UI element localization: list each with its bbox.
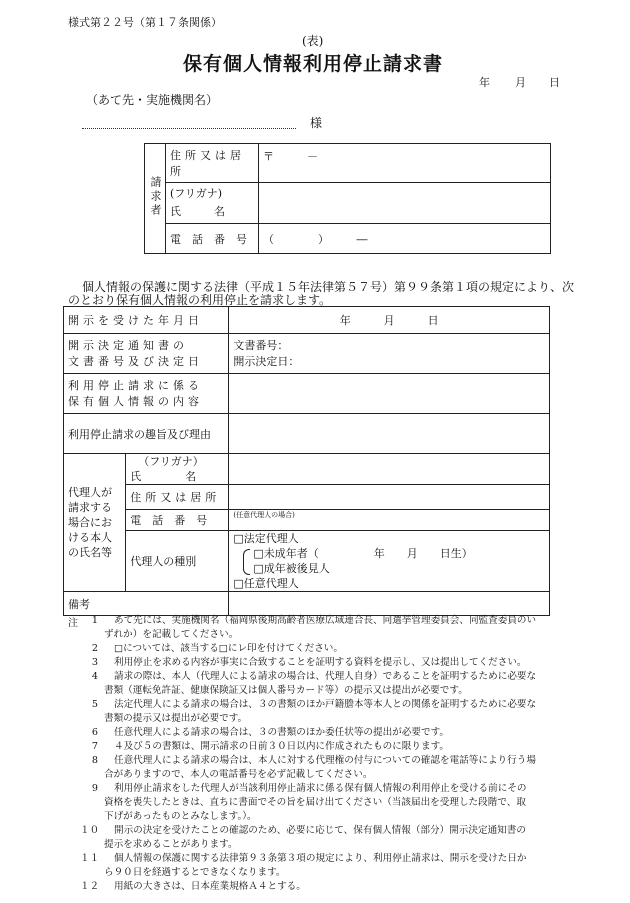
type-legal-checkbox[interactable]: □法定代理人 <box>233 532 299 545</box>
note-text: 請求の際は、本人（代理人による請求の場合は、代理人自身）であることを証明するために必要な <box>114 671 537 682</box>
note-text: 利用停止請求をした代理人が当該利用停止請求に係る保有個人情報の利用停止を受ける前にその <box>114 783 527 794</box>
form-number: 様式第２２号（第１７条関係） <box>68 16 222 29</box>
note-number: 8 <box>91 755 98 766</box>
note-number: 1 <box>91 615 98 626</box>
info-label: 利用停止請求に係る 保有個人情報の内容 <box>64 374 229 414</box>
note-number: 6 <box>91 727 98 738</box>
note-number: 7 <box>91 741 98 752</box>
note-text: 法定代理人による請求の場合は、３の書類のほか戸籍謄本等本人との関係を証明するために必要な <box>114 699 537 710</box>
agent-type-label: 代理人の種別 <box>126 531 229 592</box>
note-number: １０ <box>80 825 100 836</box>
reason-label: 利用停止請求の趣旨及び理由 <box>64 414 229 454</box>
decision-date-label: 開示決定日： <box>233 354 300 368</box>
agent-address-label: 住所又は居所 <box>126 485 229 510</box>
agent-tel-label: 電 話 番 号 <box>126 510 229 531</box>
note-text: ４及び５の書類は、開示請求の日前３０日以内に作成されたものに限ります。 <box>114 741 450 752</box>
requester-label: 請求者 <box>149 176 162 218</box>
legal-bracket <box>243 549 250 575</box>
agent-name-field[interactable] <box>229 454 550 485</box>
note-text: 書類の提示又は提出が必要です。 <box>104 713 248 724</box>
disclosure-date-value: 年 月 日 <box>339 314 439 327</box>
date-month: 月 <box>515 76 526 89</box>
name-label <box>166 183 259 224</box>
agent-furigana-label: （フリガナ） <box>138 455 204 468</box>
note-text: 任意代理人による請求の場合は、本人に対する代理権の付与についての確認を電話等により行う場 <box>114 755 536 766</box>
date-year: 年 <box>479 76 490 89</box>
address-field[interactable] <box>259 144 551 183</box>
agent-tel-field[interactable] <box>229 510 550 531</box>
tel-value: （ ） ― <box>263 232 368 246</box>
requester-label-cell <box>145 144 166 254</box>
notice-field[interactable] <box>229 334 550 374</box>
note-number: 9 <box>91 783 98 794</box>
note-text: 用紙の大きさは、日本産業規格Ａ４とする。 <box>114 881 306 892</box>
agent-label: 代理人が 請求する 場合にお ける本人 の氏名等 <box>64 454 126 592</box>
note-number: 5 <box>91 699 98 710</box>
agent-name-label <box>126 454 229 485</box>
tel-label: 電 話 番 号 <box>166 224 259 254</box>
addressee-line[interactable] <box>82 128 296 129</box>
date-day: 日 <box>549 76 560 89</box>
note-text: 利用停止を求める内容が事実に合致することを証明する資料を提示し、又は提出してください。 <box>114 657 527 668</box>
address-label: 住所又は居所 <box>166 144 259 183</box>
note-text: 提示を求めることがあります。 <box>104 839 238 850</box>
disclosure-date-field[interactable] <box>229 307 550 334</box>
type-adult-checkbox[interactable]: □成年被後見人 <box>253 562 330 575</box>
agent-tel-note: (任意代理人の場合) <box>233 511 295 519</box>
note-number: 3 <box>91 657 98 668</box>
note-text: あて先には、実施機関名（福岡県後期高齢者医療広域連合長、同選挙管理委員会、同監査委員のい <box>114 615 537 626</box>
name-label-text: 氏 名 <box>170 205 225 218</box>
remarks-label: 備考 <box>64 592 229 616</box>
requester-table <box>144 143 551 254</box>
note-text: 合がありますので、本人の電話番号を必ず記載してください。 <box>104 769 373 780</box>
type-voluntary-checkbox[interactable]: □任意代理人 <box>233 577 299 590</box>
note-number: １２ <box>80 881 100 892</box>
note-number: １１ <box>80 853 100 864</box>
remarks-field[interactable] <box>229 592 550 616</box>
note-number: 4 <box>91 671 98 682</box>
note-text: ら９０日を経過するとできなくなります。 <box>104 867 286 878</box>
notice-label: 開示決定通知書の 文書番号及び決定日 <box>64 334 229 374</box>
note-text: ずれか）を記載してください。 <box>104 629 239 640</box>
main-table <box>63 306 550 616</box>
note-text: 開示の決定を受けたことの確認のため、必要に応じて、保有個人情報（部分）開示決定通知書の <box>114 825 526 836</box>
side-label: (表) <box>302 34 324 48</box>
postal-mark: 〒 － <box>263 150 318 163</box>
doc-no-label: 文書番号： <box>233 338 289 352</box>
addressee-sama: 様 <box>310 116 323 130</box>
note-text: □については、該当する□にレ印を付けてください。 <box>114 643 343 654</box>
disclosure-date-label: 開示を受けた年月日 <box>64 307 229 334</box>
note-text: 任意代理人による請求の場合は、３の書類のほか委任状等の提出が必要です。 <box>114 727 450 738</box>
name-field[interactable] <box>259 183 551 224</box>
addressee-label: （あて先・実施機関名） <box>86 93 219 107</box>
info-field[interactable] <box>229 374 550 414</box>
intro-line-2: のとおり保有個人情報の利用停止を請求します。 <box>68 293 332 307</box>
reason-field[interactable] <box>229 414 550 454</box>
note-text: 資格を喪失したときは、直ちに書面でその旨を届け出てください（当該届出を受理した段階で、取 <box>104 797 526 808</box>
note-text: 書類（運転免許証、健康保険証又は個人番号カード等）の提示又は提出が必要です。 <box>104 685 468 696</box>
note-number: 2 <box>91 643 98 654</box>
note-text: 個人情報の保護に関する法律第９３条第３項の規定により、利用停止請求は、開示を受けた日か <box>114 853 527 864</box>
form-title: 保有個人情報利用停止請求書 <box>183 53 444 75</box>
intro-line-1: 個人情報の保護に関する法律（平成１５年法律第５７号）第９９条第１項の規定により、次 <box>82 280 575 294</box>
note-text: 下げがあったものとみなします。）。 <box>104 811 257 822</box>
agent-name-text: 氏 名 <box>130 470 197 483</box>
type-minor-checkbox[interactable]: □未成年者（ 年 月 日生） <box>253 547 473 560</box>
tel-field[interactable] <box>259 224 551 254</box>
agent-address-field[interactable] <box>229 485 550 510</box>
agent-type-field[interactable] <box>229 531 550 592</box>
notes-label: 注 <box>68 618 78 629</box>
furigana-label: (フリガナ) <box>170 187 223 200</box>
